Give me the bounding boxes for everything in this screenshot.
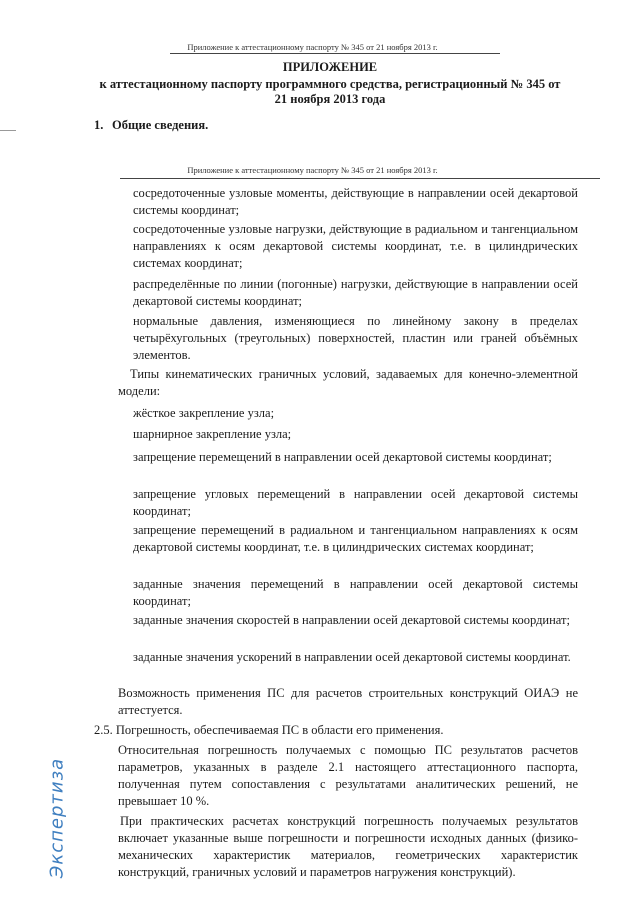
list-item-kinematic: заданные значения скоростей в направлении осей декартовой системы координат; [133,613,570,627]
list-item-load: нормальные давления, изменяющиеся по линейному закону в пределах четырёхугольных (треугольных) поверхностей, пластин или граней объёмных элементов. [133,314,578,362]
list-item-kinematic: запрещение перемещений в радиальном и тангенциальном направлениях к осям декартовой системы координат, т.е. в цилиндрических системах координат; [133,523,578,554]
list-item-load: сосредоточенные узловые моменты, действующие в направлении осей декартовой системы координат; [133,186,578,217]
header-underline-top [170,53,500,54]
list-item-kinematic: жёсткое закрепление узла; [133,406,275,420]
oiae-note: Возможность применения ПС для расчетов строительных конструкций ОИАЭ не аттестуется. [118,686,578,717]
page-header-top: Приложение к аттестационному паспорту № 345 от 21 ноября 2013 г. [187,42,438,52]
practice-paragraph: При практических расчетах конструкций погрешность получаемых результатов включает указанные выше погрешности и погрешности исходных данных (физико-механических характеристик материалов, геометрических характеристик конструкций, граничных условий и параметров нагружения конструкций). [118,814,578,879]
margin-mark [0,130,16,131]
header-underline-second [120,178,600,179]
accuracy-paragraph: Относительная погрешность получаемых с помощью ПС результатов расчетов параметров, указанных в разделе 2.1 настоящего аттестационного паспорта, полученная путем сопоставления с результатами аналитических решений, не превышает 10 %. [118,743,578,808]
list-item-kinematic: заданные значения ускорений в направлении осей декартовой системы координат. [133,650,571,664]
document-title: ПРИЛОЖЕНИЕ [282,60,378,74]
document-subtitle-date: 21 ноября 2013 года [274,92,386,106]
list-item-kinematic: шарнирное закрепление узла; [133,427,292,441]
list-item-load: распределённые по линии (погонные) нагрузки, действующие в направлении осей декартовой системы координат; [133,277,578,308]
kinematic-intro: Типы кинематических граничных условий, задаваемых для конечно-элементной модели: [118,367,578,398]
section-1-heading [94,118,394,136]
list-item-kinematic: запрещение угловых перемещений в направлении осей декартовой системы координат; [133,487,578,518]
section-1-number: 1. [94,118,104,132]
list-item-kinematic: заданные значения перемещений в направлении осей декартовой системы координат; [133,577,578,608]
list-item-load: сосредоточенные узловые нагрузки, действующие в радиальном и тангенциальном направлениях к осям декартовой системы координат, т.е. в цилиндрических системах координат; [133,222,578,270]
expertise-stamp [42,738,72,898]
page-header-second: Приложение к аттестационному паспорту № 345 от 21 ноября 2013 г. [187,165,438,175]
section-2-5-heading: 2.5. Погрешность, обеспечиваемая ПС в области его применения. [94,723,444,737]
expertise-stamp-text: Экспертиза [46,757,68,879]
section-1-label: Общие сведения. [112,118,209,132]
list-item-kinematic: запрещение перемещений в направлении осей декартовой системы координат; [133,450,552,464]
document-subtitle: к аттестационному паспорту программного средства, регистрационный № 345 от [99,77,561,91]
